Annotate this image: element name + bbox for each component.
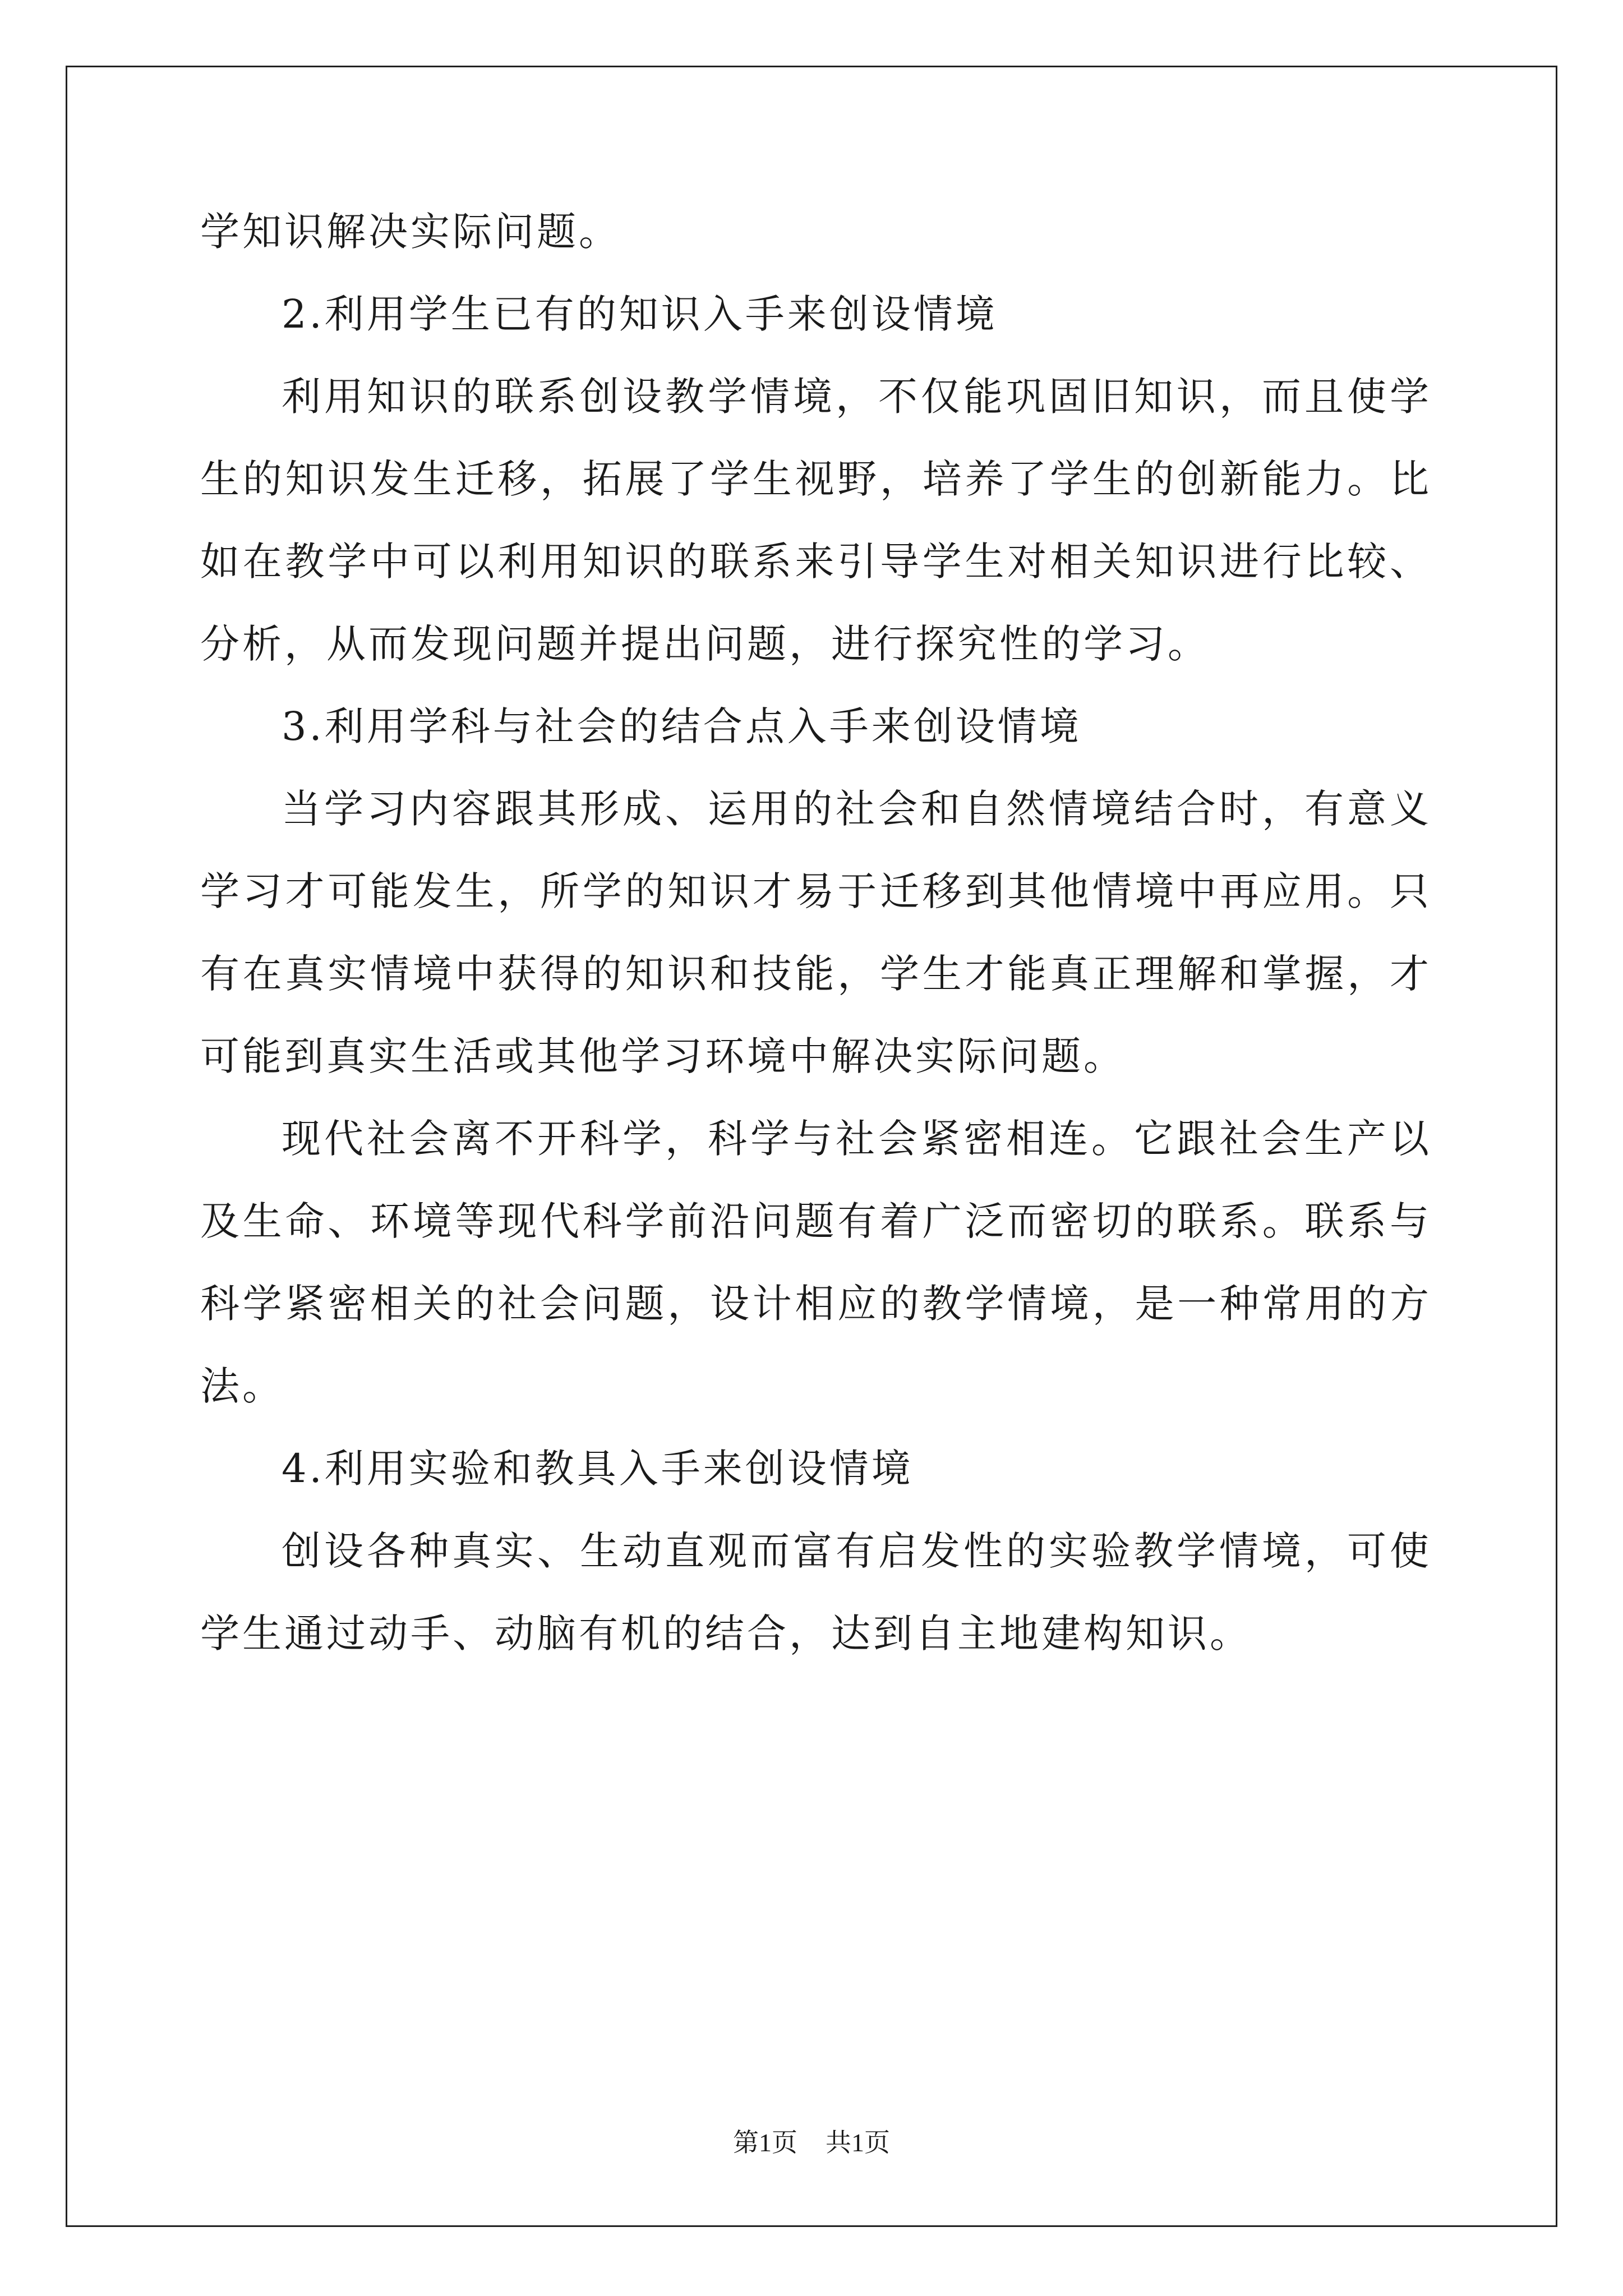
paragraph: 当学习内容跟其形成、运用的社会和自然情境结合时，有意义学习才可能发生，所学的知识才易于迁移到其他情境中再应用。只有在真实情境中获得的知识和技能，学生才能真正理解和掌握，才可能到真实生活或其他学习环境中解决实际问题。 (200, 786, 1432, 1079)
page-number-total: 共1页 (826, 2128, 890, 2157)
paragraph: 利用知识的联系创设教学情境，不仅能巩固旧知识，而且使学生的知识发生迁移，拓展了学生视野，培养了学生的创新能力。比如在教学中可以利用知识的联系来引导学生对相关知识进行比较、分析，从而发现问题并提出问题，进行探究性的学习。 (200, 374, 1432, 667)
paragraph-continuation: 学知识解决实际问题。 (200, 209, 621, 255)
paragraph: 现代社会离不开科学，科学与社会紧密相连。它跟社会生产以及生命、环境等现代科学前沿问题有着广泛而密切的联系。联系与科学紧密相关的社会问题，设计相应的教学情境，是一种常用的方法。 (200, 1116, 1432, 1409)
heading-3: 3.利用学科与社会的结合点入手来创设情境 (282, 703, 1082, 749)
page-footer (0, 2126, 1623, 2160)
paragraph: 创设各种真实、生动直观而富有启发性的实验教学情境，可使学生通过动手、动脑有机的结合，达到自主地建构知识。 (200, 1528, 1432, 1657)
heading-2: 2.利用学生已有的知识入手来创设情境 (282, 291, 998, 337)
page-number-current: 第1页 (733, 2128, 797, 2157)
heading-4: 4.利用实验和教具入手来创设情境 (282, 1446, 914, 1492)
document-body (200, 191, 1432, 1675)
